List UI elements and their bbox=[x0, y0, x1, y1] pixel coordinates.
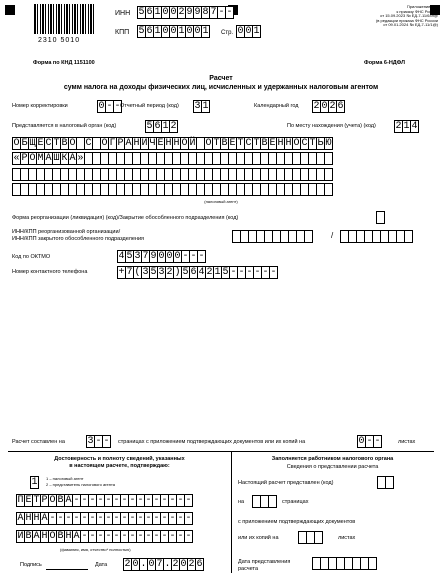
char-cell: - bbox=[182, 250, 189, 262]
char-cell: 9 bbox=[194, 6, 201, 18]
char-cell bbox=[368, 557, 377, 570]
char-cell: 2 bbox=[395, 120, 402, 132]
char-cell bbox=[324, 183, 333, 196]
fio-caption: (фамилия, имя, отчество* полностью) bbox=[60, 547, 131, 552]
char-cell: - bbox=[153, 530, 160, 542]
signature-line bbox=[46, 569, 88, 570]
char-cell: « bbox=[13, 152, 20, 164]
char-cell: О bbox=[29, 152, 36, 164]
char-cell: Н bbox=[165, 137, 172, 149]
char-cell: 6 bbox=[196, 558, 203, 570]
char-cell: Т bbox=[237, 137, 244, 149]
char-cell: Т bbox=[309, 137, 316, 149]
char-cell: 0 bbox=[245, 25, 252, 37]
agent-name-row[interactable] bbox=[12, 183, 332, 196]
confirm-subtitle: в настоящем расчете, подтверждаю: bbox=[69, 463, 170, 469]
inn-field[interactable] bbox=[137, 6, 233, 19]
inn-label: ИНН bbox=[115, 10, 131, 17]
char-cell: - bbox=[238, 266, 245, 278]
char-cell: В bbox=[61, 137, 68, 149]
char-cell: Р bbox=[41, 494, 48, 506]
char-cell: А bbox=[73, 530, 80, 542]
location-field[interactable] bbox=[394, 120, 418, 133]
char-cell: 6 bbox=[154, 120, 161, 132]
char-cell: С bbox=[245, 137, 252, 149]
form-subtitle: сумм налога на доходы физических лиц, исчисленных и удержанных налоговым агентом bbox=[63, 84, 379, 91]
year-field[interactable] bbox=[312, 100, 344, 113]
period-label: Отчетный период (код) bbox=[120, 103, 179, 109]
reorg-kpp-label: ИНН/КПП закрытого обособленного подразделения bbox=[12, 236, 144, 242]
char-cell: Р bbox=[21, 152, 28, 164]
char-cell bbox=[324, 152, 333, 165]
char-cell: О bbox=[293, 137, 300, 149]
char-cell: В bbox=[261, 137, 268, 149]
char-cell: - bbox=[73, 494, 80, 506]
char-cell: К bbox=[61, 152, 68, 164]
char-cell: 2 bbox=[170, 120, 177, 132]
char-cell: 2 bbox=[188, 558, 195, 570]
char-cell: В bbox=[25, 530, 32, 542]
char-cell bbox=[404, 230, 413, 243]
char-cell: Т bbox=[253, 137, 260, 149]
char-cell: - bbox=[177, 512, 184, 524]
pages-count-field[interactable] bbox=[252, 495, 276, 508]
tax-authority-field[interactable] bbox=[145, 120, 177, 133]
barcode-number: 2310 5010 bbox=[38, 37, 81, 44]
char-cell: Т bbox=[33, 494, 40, 506]
char-cell: 2 bbox=[172, 558, 179, 570]
char-cell: А bbox=[45, 152, 52, 164]
char-cell: Н bbox=[65, 530, 72, 542]
char-cell: 1 bbox=[253, 25, 260, 37]
char-cell: Н bbox=[33, 512, 40, 524]
char-cell: М bbox=[37, 152, 44, 164]
char-cell: - bbox=[97, 512, 104, 524]
char-cell: 4 bbox=[118, 250, 125, 262]
char-cell: - bbox=[113, 494, 120, 506]
char-cell: 3 bbox=[158, 266, 165, 278]
char-cell: Н bbox=[285, 137, 292, 149]
char-cell: 0 bbox=[237, 25, 244, 37]
char-cell bbox=[324, 168, 333, 181]
knd-label: Форма по КНД 1151100 bbox=[33, 60, 95, 66]
char-cell: 1 bbox=[154, 6, 161, 18]
char-cell: Т bbox=[53, 137, 60, 149]
char-cell: 7 bbox=[210, 6, 217, 18]
char-cell: - bbox=[161, 512, 168, 524]
char-cell: И bbox=[17, 530, 24, 542]
char-cell: Н bbox=[133, 137, 140, 149]
form-label: Форма 6-НДФЛ bbox=[364, 60, 405, 66]
char-cell: - bbox=[169, 494, 176, 506]
presented-code-field[interactable] bbox=[377, 476, 393, 489]
char-cell: - bbox=[374, 435, 381, 447]
char-cell: 0 bbox=[174, 250, 181, 262]
page-field[interactable] bbox=[236, 25, 260, 38]
char-cell: 0 bbox=[162, 25, 169, 37]
char-cell: Г bbox=[109, 137, 116, 149]
char-cell: А bbox=[65, 494, 72, 506]
char-cell: - bbox=[246, 266, 253, 278]
char-cell: Щ bbox=[29, 137, 36, 149]
char-cell: - bbox=[129, 530, 136, 542]
year-label: Календарный год bbox=[254, 103, 299, 109]
agent-caption: (налоговый агент) bbox=[204, 199, 238, 204]
char-cell: - bbox=[81, 530, 88, 542]
char-cell: 3 bbox=[134, 250, 141, 262]
confirm-title: Достоверность и полноту сведений, указанных bbox=[54, 456, 185, 462]
char-cell: 5 bbox=[126, 250, 133, 262]
char-cell: - bbox=[218, 6, 225, 18]
char-cell: О bbox=[181, 137, 188, 149]
char-cell: Ч bbox=[149, 137, 156, 149]
attach-field[interactable] bbox=[357, 435, 381, 448]
char-cell: Н bbox=[41, 530, 48, 542]
char-cell: - bbox=[153, 512, 160, 524]
char-cell: 0 bbox=[98, 100, 105, 112]
char-cell: - bbox=[366, 435, 373, 447]
char-cell: - bbox=[161, 530, 168, 542]
char-cell: - bbox=[145, 530, 152, 542]
char-cell: - bbox=[145, 494, 152, 506]
char-cell: 6 bbox=[146, 25, 153, 37]
char-cell bbox=[385, 476, 394, 489]
char-cell: 1 bbox=[214, 266, 221, 278]
char-cell: - bbox=[89, 494, 96, 506]
firstname-field[interactable] bbox=[16, 512, 192, 525]
pages-middle-label: страницах с приложением подтверждающих документов или их копий на bbox=[118, 439, 306, 445]
char-cell: А bbox=[125, 137, 132, 149]
char-cell: - bbox=[169, 530, 176, 542]
date-field[interactable] bbox=[123, 558, 203, 571]
pages-label: страницах bbox=[282, 499, 309, 505]
date-presented-field[interactable] bbox=[312, 557, 376, 570]
char-cell: - bbox=[65, 512, 72, 524]
signer-code-field[interactable] bbox=[30, 476, 38, 489]
page-label: Стр. bbox=[221, 30, 234, 36]
char-cell: Е bbox=[37, 137, 44, 149]
char-cell: С bbox=[45, 137, 52, 149]
char-cell: ( bbox=[134, 266, 141, 278]
char-cell: - bbox=[185, 530, 192, 542]
char-cell: 1 bbox=[162, 120, 169, 132]
char-cell: - bbox=[113, 530, 120, 542]
char-cell: - bbox=[95, 435, 102, 447]
pages-prefix-label: Расчет составлен на bbox=[12, 439, 65, 445]
char-cell: 0 bbox=[158, 250, 165, 262]
char-cell: И bbox=[141, 137, 148, 149]
char-cell: О bbox=[49, 494, 56, 506]
slash-separator: / bbox=[331, 231, 334, 240]
kpp-field[interactable] bbox=[137, 25, 209, 38]
char-cell: 3 bbox=[142, 266, 149, 278]
location-label: По месту нахождения (учета) (код) bbox=[287, 123, 376, 129]
char-cell: - bbox=[114, 100, 121, 112]
char-cell: 0 bbox=[180, 558, 187, 570]
char-cell: 0 bbox=[358, 435, 365, 447]
char-cell: 2 bbox=[178, 6, 185, 18]
char-cell: В bbox=[221, 137, 228, 149]
char-cell: 5 bbox=[146, 120, 153, 132]
char-cell: 5 bbox=[150, 266, 157, 278]
char-cell: 8 bbox=[202, 6, 209, 18]
char-cell: Е bbox=[157, 137, 164, 149]
char-cell: Е bbox=[269, 137, 276, 149]
char-cell: В bbox=[57, 494, 64, 506]
correction-label: Номер корректировки bbox=[12, 103, 68, 109]
char-cell bbox=[304, 230, 313, 243]
lastname-field[interactable] bbox=[16, 494, 192, 507]
char-cell: » bbox=[77, 152, 84, 164]
char-cell: 9 bbox=[150, 250, 157, 262]
char-cell: - bbox=[113, 512, 120, 524]
char-cell: 1 bbox=[403, 120, 410, 132]
char-cell: - bbox=[161, 494, 168, 506]
char-cell: - bbox=[153, 494, 160, 506]
reorg-kpp-field[interactable] bbox=[340, 230, 412, 243]
date-label: Дата bbox=[95, 562, 108, 568]
char-cell: Н bbox=[277, 137, 284, 149]
char-cell: 0 bbox=[148, 558, 155, 570]
char-cell: 2 bbox=[206, 266, 213, 278]
char-cell: 1 bbox=[178, 25, 185, 37]
char-cell bbox=[314, 531, 323, 544]
char-cell: - bbox=[185, 512, 192, 524]
copies-count-field[interactable] bbox=[298, 531, 322, 544]
pages-field[interactable] bbox=[86, 435, 110, 448]
oktmo-label: Код по ОКТМО bbox=[12, 254, 51, 260]
char-cell: 0 bbox=[132, 558, 139, 570]
char-cell: 5 bbox=[182, 266, 189, 278]
char-cell: . bbox=[164, 558, 171, 570]
char-cell: - bbox=[137, 512, 144, 524]
char-cell: Н bbox=[173, 137, 180, 149]
char-cell: 1 bbox=[202, 25, 209, 37]
char-cell: 7 bbox=[142, 250, 149, 262]
char-cell: 6 bbox=[190, 266, 197, 278]
agent-name-row[interactable] bbox=[12, 168, 332, 181]
char-cell: О bbox=[13, 137, 20, 149]
char-cell: П bbox=[17, 494, 24, 506]
char-cell: 4 bbox=[198, 266, 205, 278]
char-cell: + bbox=[118, 266, 125, 278]
period-field[interactable] bbox=[193, 100, 209, 113]
char-cell: - bbox=[270, 266, 277, 278]
agent-name-row[interactable] bbox=[12, 152, 332, 165]
char-cell: - bbox=[57, 512, 64, 524]
char-cell: Е bbox=[25, 494, 32, 506]
char-cell: - bbox=[89, 512, 96, 524]
char-cell: - bbox=[177, 494, 184, 506]
char-cell: Й bbox=[189, 137, 196, 149]
on-label: на bbox=[238, 499, 245, 505]
char-cell: С bbox=[85, 137, 92, 149]
char-cell: Т bbox=[213, 137, 220, 149]
char-cell: 2 bbox=[166, 266, 173, 278]
char-cell: Е bbox=[229, 137, 236, 149]
char-cell: 0 bbox=[170, 25, 177, 37]
char-cell: О bbox=[49, 530, 56, 542]
char-cell: 6 bbox=[146, 6, 153, 18]
char-cell: - bbox=[105, 494, 112, 506]
char-cell: 0 bbox=[321, 100, 328, 112]
char-cell: - bbox=[129, 494, 136, 506]
appendix-note: Приложение №1 к приказу ФНС России от 15.09.2023 № ЕД-7-11/649@ (в редакции приказа ФНС России от 09.01.2024 № ЕД-7-11/1@) bbox=[375, 4, 438, 28]
date-presented-label-2: расчета bbox=[238, 566, 259, 572]
char-cell: 0 bbox=[194, 25, 201, 37]
reorg-code-field[interactable] bbox=[376, 211, 384, 224]
oktmo-field[interactable] bbox=[117, 250, 205, 263]
char-cell: - bbox=[121, 530, 128, 542]
char-cell: - bbox=[262, 266, 269, 278]
form-title: Расчет bbox=[209, 75, 233, 82]
char-cell: - bbox=[254, 266, 261, 278]
char-cell: 2 bbox=[124, 558, 131, 570]
char-cell: Ю bbox=[325, 137, 332, 149]
reorg-inn-field[interactable] bbox=[232, 230, 312, 243]
char-cell: А bbox=[41, 512, 48, 524]
docs-label: с приложением подтверждающих документов bbox=[238, 519, 356, 525]
corner-marker bbox=[5, 5, 15, 15]
tax-office-subtitle: Сведения о представлении расчета bbox=[286, 464, 379, 470]
char-cell: А bbox=[17, 512, 24, 524]
char-cell: 1 bbox=[31, 476, 38, 488]
char-cell: Н bbox=[25, 512, 32, 524]
char-cell: - bbox=[190, 250, 197, 262]
char-cell bbox=[376, 211, 385, 224]
char-cell: 5 bbox=[222, 266, 229, 278]
char-cell: 0 bbox=[170, 6, 177, 18]
char-cell: 1 bbox=[202, 100, 209, 112]
date-presented-label: Дата представления bbox=[238, 559, 291, 565]
copies-label: или их копий на bbox=[238, 535, 279, 541]
char-cell: - bbox=[81, 512, 88, 524]
char-cell: 2 bbox=[313, 100, 320, 112]
char-cell: А bbox=[69, 152, 76, 164]
char-cell: - bbox=[177, 530, 184, 542]
char-cell: 5 bbox=[138, 25, 145, 37]
char-cell: - bbox=[121, 494, 128, 506]
reorg-label: Форма реорганизации (ликвидация) (код)/Закрытие обособленного подразделения (код) bbox=[12, 215, 239, 221]
phone-field[interactable] bbox=[117, 266, 277, 279]
char-cell: - bbox=[97, 530, 104, 542]
char-cell: - bbox=[89, 530, 96, 542]
presented-label: Настоящий расчет представлен (код) bbox=[238, 480, 334, 486]
char-cell: - bbox=[73, 512, 80, 524]
char-cell: 0 bbox=[186, 25, 193, 37]
char-cell: О bbox=[69, 137, 76, 149]
char-cell: О bbox=[101, 137, 108, 149]
char-cell: 7 bbox=[156, 558, 163, 570]
char-cell: - bbox=[230, 266, 237, 278]
phone-label: Номер контактного телефона bbox=[12, 269, 88, 275]
attach-suffix-label: листах bbox=[398, 439, 416, 445]
char-cell: 0 bbox=[166, 250, 173, 262]
char-cell: - bbox=[169, 512, 176, 524]
char-cell: 3 bbox=[87, 435, 94, 447]
char-cell: - bbox=[129, 512, 136, 524]
char-cell: 9 bbox=[186, 6, 193, 18]
signer-option-1: 1 – налоговый агент bbox=[46, 476, 84, 481]
char-cell: 0 bbox=[162, 6, 169, 18]
char-cell: ) bbox=[174, 266, 181, 278]
char-cell: 3 bbox=[194, 100, 201, 112]
char-cell: С bbox=[301, 137, 308, 149]
char-cell: Р bbox=[117, 137, 124, 149]
char-cell bbox=[268, 495, 277, 508]
correction-field[interactable] bbox=[97, 100, 121, 113]
char-cell: 6 bbox=[337, 100, 344, 112]
char-cell: Ш bbox=[53, 152, 60, 164]
char-cell: - bbox=[137, 494, 144, 506]
char-cell: - bbox=[103, 435, 110, 447]
char-cell: - bbox=[49, 512, 56, 524]
char-cell: 4 bbox=[411, 120, 418, 132]
patronymic-field[interactable] bbox=[16, 530, 192, 543]
char-cell: - bbox=[105, 530, 112, 542]
char-cell: - bbox=[137, 530, 144, 542]
char-cell: - bbox=[81, 494, 88, 506]
char-cell: - bbox=[145, 512, 152, 524]
tax-office-title: Заполняется работником налогового органа bbox=[271, 456, 394, 462]
char-cell: - bbox=[105, 512, 112, 524]
char-cell: - bbox=[106, 100, 113, 112]
char-cell: 5 bbox=[138, 6, 145, 18]
char-cell: В bbox=[57, 530, 64, 542]
char-cell: . bbox=[140, 558, 147, 570]
signer-option-2: 2 – представитель налогового агента bbox=[46, 482, 115, 487]
kpp-label: КПП bbox=[115, 29, 130, 36]
char-cell: Б bbox=[21, 137, 28, 149]
reorg-inn-label: ИНН/КПП реорганизованной организации/ bbox=[12, 229, 121, 235]
char-cell: - bbox=[226, 6, 233, 18]
char-cell: - bbox=[185, 494, 192, 506]
sheets-label: листах bbox=[338, 535, 356, 541]
char-cell: - bbox=[97, 494, 104, 506]
barcode bbox=[34, 4, 96, 34]
char-cell: 2 bbox=[329, 100, 336, 112]
signature-label: Подпись bbox=[20, 562, 42, 568]
char-cell: - bbox=[121, 512, 128, 524]
char-cell: - bbox=[198, 250, 205, 262]
section-divider bbox=[8, 451, 434, 452]
char-cell: 7 bbox=[126, 266, 133, 278]
char-cell: 1 bbox=[154, 25, 161, 37]
char-cell: О bbox=[205, 137, 212, 149]
char-cell: А bbox=[33, 530, 40, 542]
agent-name-row[interactable] bbox=[12, 137, 332, 150]
char-cell: Ь bbox=[317, 137, 324, 149]
tax-authority-label: Представляется в налоговый орган (код) bbox=[12, 123, 117, 129]
